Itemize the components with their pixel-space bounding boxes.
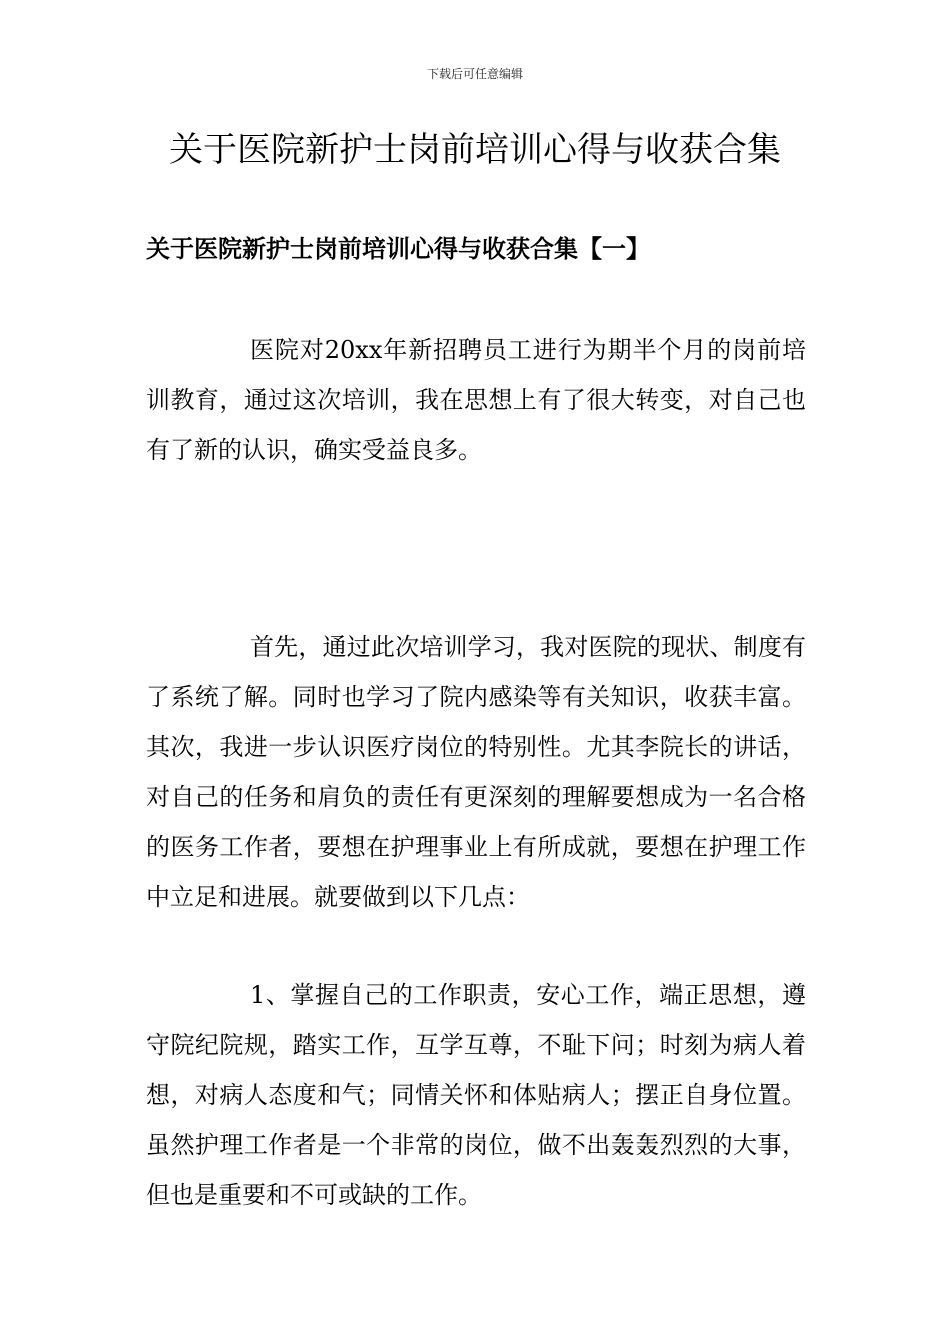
body-paragraph-3: 1、掌握自己的工作职责，安心工作，端正思想，遵守院纪院规，踏实工作，互学互尊，不耻下问；时刻为病人着想，对病人态度和气；同情关怀和体贴病人；摆正自身位置。虽然护理工作者是一个非常的岗位，做不出轰轰烈烈的大事，但也是重要和不可或缺的工作。	[146, 981, 806, 1209]
page-header-note: 下载后可任意编辑	[426, 67, 523, 81]
body-paragraph-2: 首先，通过此次培训学习，我对医院的现状、制度有了系统了解。同时也学习了院内感染等有关知识，收获丰富。其次，我进一步认识医疗岗位的特别性。尤其李院长的讲话，对自己的任务和肩负的责任有更深刻的理解要想成为一名合格的医务工作者，要想在护理事业上有所成就，要想在护理工作中立足和进展。就要做到以下几点：	[146, 633, 806, 911]
section-heading: 关于医院新护士岗前培训心得与收获合集【一】	[146, 234, 650, 263]
document-title: 关于医院新护士岗前培训心得与收获合集	[169, 130, 781, 170]
body-paragraph-1: 医院对20xx年新招聘员工进行为期半个月的岗前培训教育，通过这次培训，我在思想上有了很大转变，对自己也有了新的认识，确实受益良多。	[146, 336, 806, 464]
